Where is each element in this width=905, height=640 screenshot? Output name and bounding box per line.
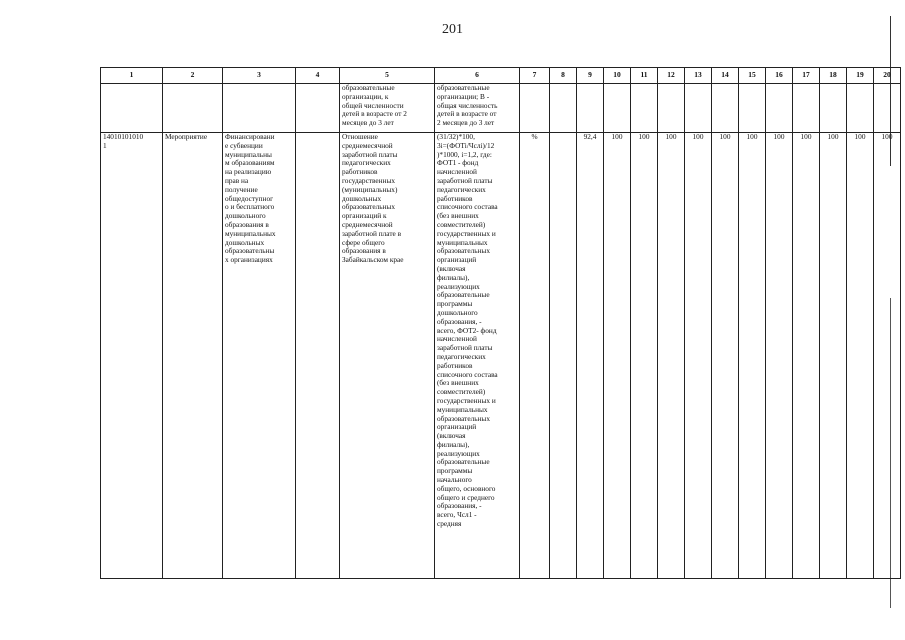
col-header: 13 [685,68,712,84]
table-row-continuation [101,84,901,133]
indicator-cell: Отношение среднемесячной заработной платы педагогических работников государственных (муниципальных) дошкольных образовательных организаций к среднемесячной заработной плате в сфере общего образования в Забайкальском крае [340,133,435,579]
value-cell: 100 [631,133,658,579]
header-row [101,68,901,84]
table-cell [520,84,550,133]
type-cell: Мероприятие [163,133,223,579]
col-header: 15 [739,68,766,84]
table-cell [874,84,901,133]
table-cell [685,84,712,133]
formula-continuation-cell: образовательные организации; В - общая численность детей в возрасте от 2 месяцев до 3 лет [435,84,520,133]
table-cell [712,84,739,133]
table-cell [296,84,340,133]
col-header: 10 [604,68,631,84]
table-cell [739,84,766,133]
value-cell: 100 [658,133,685,579]
value-cell: 100 [739,133,766,579]
value-cell-col8 [550,133,577,579]
col-header: 7 [520,68,550,84]
table-cell [163,84,223,133]
col-header: 18 [820,68,847,84]
table-cell [604,84,631,133]
value-cell: 100 [712,133,739,579]
table-cell [577,84,604,133]
code-cell: 14010101010 1 [101,133,163,579]
table-cell [847,84,874,133]
table-cell [658,84,685,133]
col-header: 8 [550,68,577,84]
table-cell [766,84,793,133]
col-header: 3 [223,68,296,84]
value-cell: 100 [793,133,820,579]
formula-cell: (31/32)*100, 3i=(ФОТi/Чслi)/12 )*1000, i=1,2, где: ФОТ1 - фонд начисленной заработной платы педагогических работников списочного состава (без внешних совместителей) государственных и муниципальных образовательных организаций (включая филиалы), реализующих образовательные программы дошкольного образования, - всего, ФОТ2- фонд начисленной заработной платы педагогических работников списочного состава (без внешних совместителей) государственных и муниципальных образовательных организаций (включая филиалы), реализующих образовательные программы начального общего, основного общего и среднего образования, - всего, Чсл1 - средняя [435,133,520,579]
value-cell: 100 [685,133,712,579]
unit-cell: % [520,133,550,579]
table-row-main [101,133,901,579]
col-header: 6 [435,68,520,84]
table-cell [631,84,658,133]
table-cell [101,84,163,133]
col-header: 4 [296,68,340,84]
value-cell: 100 [604,133,631,579]
col-header: 1 [101,68,163,84]
value-cell: 100 [820,133,847,579]
col-header: 12 [658,68,685,84]
name-cell: Финансировани е субвенции муниципальны м образованиям на реализацию прав на получение общедоступног о и бесплатного дошкольного образования в муниципальных дошкольных образовательны х организациях [223,133,296,579]
col-header: 14 [712,68,739,84]
col-header: 17 [793,68,820,84]
table-cell [550,84,577,133]
value-cell: 92,4 [577,133,604,579]
indicator-continuation-cell: образовательные организации, к общей численности детей в возрасте от 2 месяцев до 3 лет [340,84,435,133]
table-cell [296,133,340,579]
col-header: 20 [874,68,901,84]
page-number: 201 [442,22,463,37]
table-cell [820,84,847,133]
value-cell: 100 [766,133,793,579]
col-header: 16 [766,68,793,84]
value-cell: 100 [874,133,901,579]
col-header: 19 [847,68,874,84]
col-header: 11 [631,68,658,84]
table-cell [223,84,296,133]
table-cell [793,84,820,133]
col-header: 9 [577,68,604,84]
col-header: 2 [163,68,223,84]
col-header: 5 [340,68,435,84]
value-cell: 100 [847,133,874,579]
indicator-table [100,67,901,579]
